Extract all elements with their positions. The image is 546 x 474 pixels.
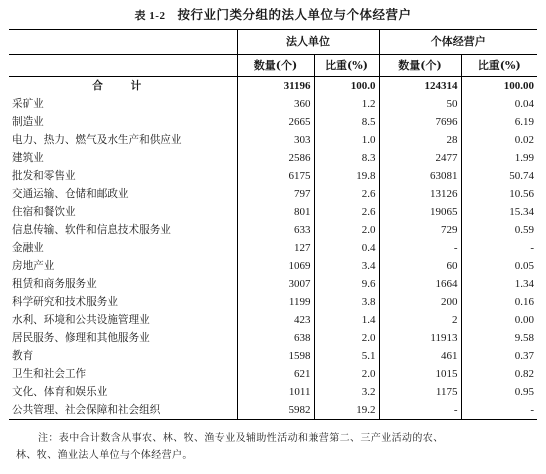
indiv-count: 729: [379, 221, 461, 239]
indiv-count: 28: [379, 131, 461, 149]
industry-name: 信息传输、软件和信息技术服务业: [12, 224, 171, 236]
industry-name: 租赁和商务服务业: [12, 278, 97, 290]
table-row: [9, 149, 537, 167]
indiv-share: 9.58: [461, 329, 537, 347]
indiv-count: 461: [379, 347, 461, 365]
industry-name: 公共管理、社会保障和社会组织: [9, 401, 237, 420]
statistics-table: [9, 29, 537, 420]
legal-count: 638: [237, 329, 314, 347]
indiv-count: 13126: [379, 185, 461, 203]
legal-count: 1069: [237, 257, 314, 275]
indiv-count: 1015: [379, 365, 461, 383]
total-indiv-share: 100.00: [461, 77, 537, 96]
indiv-count: 60: [379, 257, 461, 275]
legal-count: 423: [237, 311, 314, 329]
industry-name: 交通运输、仓储和邮政业: [12, 188, 129, 200]
header-individual-businesses: 个体经营户: [379, 30, 537, 55]
table-row: [9, 383, 537, 401]
header-indiv-count: 数量(个): [379, 55, 461, 77]
indiv-share: -: [461, 239, 537, 257]
legal-share: 19.2: [314, 401, 379, 420]
legal-share: 5.1: [314, 347, 379, 365]
header-row-columns: [9, 55, 537, 77]
industry-name: 房地产业: [12, 260, 55, 272]
indiv-share: 0.05: [461, 257, 537, 275]
indiv-count: 2: [379, 311, 461, 329]
legal-share: 0.4: [314, 239, 379, 257]
industry-name: 水利、环境和公共设施管理业: [12, 314, 150, 326]
legal-share: 2.0: [314, 365, 379, 383]
table-row: [9, 401, 537, 420]
indiv-count: 2477: [379, 149, 461, 167]
legal-share: 1.0: [314, 131, 379, 149]
header-industry-blank: [9, 30, 237, 55]
legal-count: 5982: [237, 401, 314, 420]
indiv-count: -: [379, 239, 461, 257]
table-row: [9, 203, 537, 221]
legal-share: 3.2: [314, 383, 379, 401]
table-row: [9, 95, 537, 113]
total-label: 合 计: [9, 77, 237, 96]
indiv-share: 1.99: [461, 149, 537, 167]
indiv-share: 6.19: [461, 113, 537, 131]
industry-name: 建筑业: [12, 152, 44, 164]
table-title: [0, 5, 546, 23]
indiv-share: 0.04: [461, 95, 537, 113]
total-indiv-count: 124314: [379, 77, 461, 96]
table-row: [9, 365, 537, 383]
legal-share: 2.0: [314, 221, 379, 239]
legal-count: 127: [237, 239, 314, 257]
table-row: [9, 221, 537, 239]
legal-count: 360: [237, 95, 314, 113]
header-row-groups: [9, 30, 537, 55]
table-row: [9, 329, 537, 347]
table-row: [9, 131, 537, 149]
legal-count: 2665: [237, 113, 314, 131]
industry-name: 批发和零售业: [12, 170, 76, 182]
indiv-count: 19065: [379, 203, 461, 221]
legal-share: 3.4: [314, 257, 379, 275]
total-row: [9, 77, 537, 96]
legal-count: 797: [237, 185, 314, 203]
indiv-share: 0.02: [461, 131, 537, 149]
industry-name: 采矿业: [12, 98, 44, 110]
industry-name: 金融业: [12, 242, 44, 254]
legal-count: 3007: [237, 275, 314, 293]
legal-count: 2586: [237, 149, 314, 167]
table-row: [9, 167, 537, 185]
legal-share: 9.6: [314, 275, 379, 293]
header-legal-share: 比重(%): [314, 55, 379, 77]
legal-share: 19.8: [314, 167, 379, 185]
indiv-count: 11913: [379, 329, 461, 347]
table-row: [9, 293, 537, 311]
table-row: [9, 257, 537, 275]
indiv-share: 50.74: [461, 167, 537, 185]
table-row: [9, 275, 537, 293]
industry-name: 文化、体育和娱乐业: [12, 386, 108, 398]
footnote-line-1: 注：表中合计数含从事农、林、牧、渔专业及辅助性活动和兼营第二、三产业活动的农、: [38, 433, 444, 444]
indiv-count: 1175: [379, 383, 461, 401]
industry-name: 住宿和餐饮业: [12, 206, 76, 218]
indiv-share: 1.34: [461, 275, 537, 293]
legal-share: 3.8: [314, 293, 379, 311]
footnote-line-2: 林、牧、渔业法人单位与个体经营户。: [16, 450, 193, 461]
header-legal-entities: 法人单位: [237, 30, 379, 55]
header-industry-blank-2: [9, 55, 237, 77]
legal-count: 621: [237, 365, 314, 383]
legal-share: 2.0: [314, 329, 379, 347]
indiv-count: -: [379, 401, 461, 420]
legal-share: 1.2: [314, 95, 379, 113]
indiv-count: 50: [379, 95, 461, 113]
legal-share: 8.5: [314, 113, 379, 131]
indiv-count: 200: [379, 293, 461, 311]
table-row: [9, 347, 537, 365]
table-number: 表 1-2: [134, 10, 166, 22]
legal-share: 2.6: [314, 185, 379, 203]
indiv-share: 0.95: [461, 383, 537, 401]
legal-count: 1598: [237, 347, 314, 365]
indiv-share: 0.82: [461, 365, 537, 383]
industry-name: 居民服务、修理和其他服务业: [12, 332, 150, 344]
legal-share: 2.6: [314, 203, 379, 221]
table-body: [9, 77, 537, 420]
legal-count: 801: [237, 203, 314, 221]
indiv-share: 0.37: [461, 347, 537, 365]
table-row: [9, 311, 537, 329]
indiv-count: 1664: [379, 275, 461, 293]
legal-count: 1011: [237, 383, 314, 401]
table-footnote: [16, 430, 536, 464]
table-row: [9, 239, 537, 257]
header-indiv-share: 比重(%): [461, 55, 537, 77]
table-title-text: 按行业门类分组的法人单位与个体经营户: [177, 7, 412, 22]
indiv-count: 63081: [379, 167, 461, 185]
industry-name: 卫生和社会工作: [12, 368, 87, 380]
indiv-share: 10.56: [461, 185, 537, 203]
indiv-count: 7696: [379, 113, 461, 131]
total-legal-count: 31196: [237, 77, 314, 96]
indiv-share: 0.16: [461, 293, 537, 311]
table-row: [9, 185, 537, 203]
industry-name: 电力、热力、燃气及水生产和供应业: [12, 134, 182, 146]
legal-count: 303: [237, 131, 314, 149]
industry-name: 教育: [12, 350, 34, 362]
total-legal-share: 100.0: [314, 77, 379, 96]
table-header: [9, 30, 537, 77]
legal-share: 1.4: [314, 311, 379, 329]
legal-count: 1199: [237, 293, 314, 311]
industry-name: 制造业: [12, 116, 44, 128]
legal-share: 8.3: [314, 149, 379, 167]
indiv-share: -: [461, 401, 537, 420]
header-legal-count: 数量(个): [237, 55, 314, 77]
table-row: [9, 113, 537, 131]
indiv-share: 15.34: [461, 203, 537, 221]
industry-name: 科学研究和技术服务业: [12, 296, 118, 308]
indiv-share: 0.00: [461, 311, 537, 329]
legal-count: 6175: [237, 167, 314, 185]
indiv-share: 0.59: [461, 221, 537, 239]
legal-count: 633: [237, 221, 314, 239]
